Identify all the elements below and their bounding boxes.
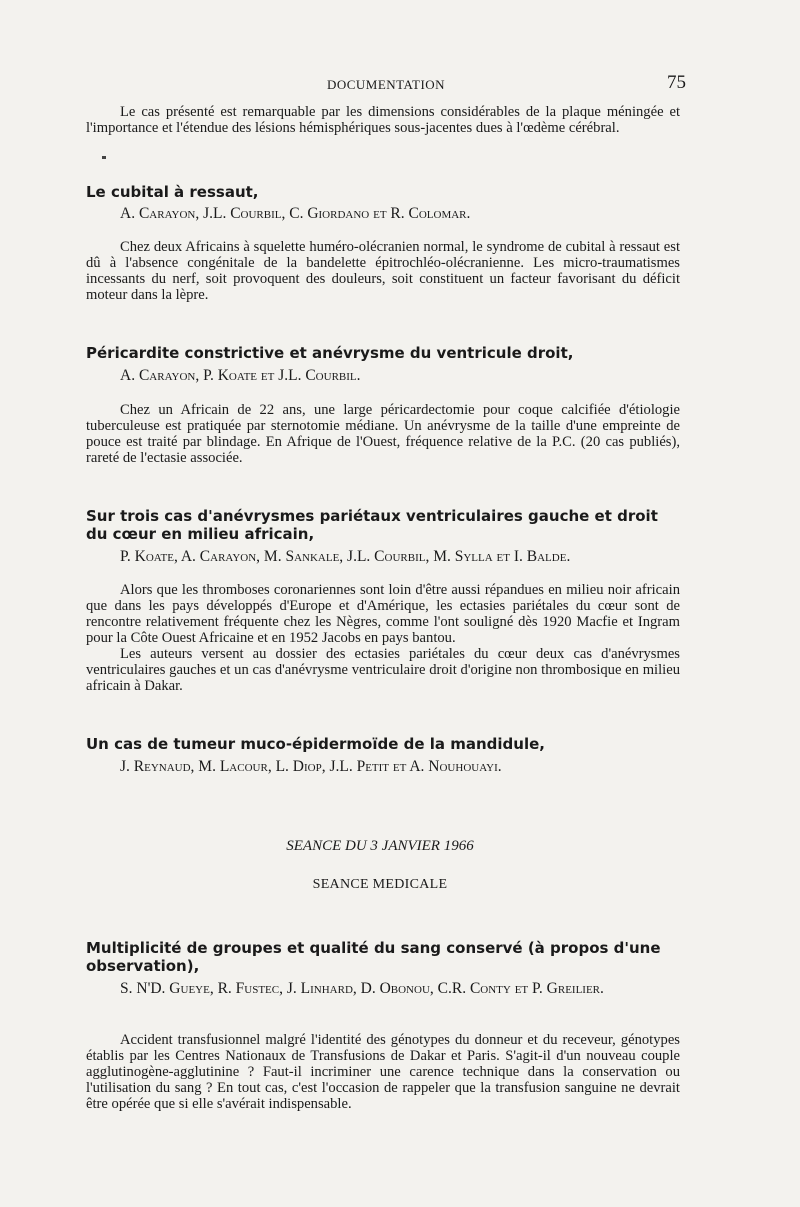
article-3-title: Sur trois cas d'anévrysmes pariétaux ventriculaires gauche et droit du cœur en milieu africain,: [86, 507, 658, 543]
intro-paragraph: Le cas présenté est remarquable par les dimensions considérables de la plaque méningée et l'importance et l'étendue des lésions hémisphériques sous-jacentes dues à l'œdème cérébral.: [86, 104, 680, 136]
section-title: DOCUMENTATION: [326, 77, 446, 92]
article-2-title: Péricardite constrictive et anévrysme du ventricule droit,: [86, 344, 574, 362]
running-header: [86, 74, 686, 94]
page-number: 75: [667, 72, 686, 93]
final-article-title: Multiplicité de groupes et qualité du sang conservé (à propos d'une observation),: [86, 939, 661, 975]
article-3-body-1: Alors que les thromboses coronariennes sont loin d'être aussi répandues en milieu noir africain que dans les pays développés d'Europe et d'Amérique, les ectasies pariétales du cœur sont de rencontre relativement fréquente chez les Nègres, comme l'ont souligné dès 1920 Macfie et Ingram pour la Côte Ouest Africaine et en 1952 Jacobs en pays bantou.: [86, 582, 680, 646]
final-article-body: Accident transfusionnel malgré l'identité des génotypes du donneur et du receveur, génotypes établis par les Centres Nationaux de Transfusions de Dakar et Paris. S'agit-il d'un nouveau couple agglutinogène-agglutinine ? Faut-il incriminer une carence technique dans la conservation ou l'utilisation du sang ? En tout cas, c'est l'occasion de rappeler que la transfusion sanguine ne devrait être opérée que si elle s'avérait indispensable.: [86, 1032, 680, 1112]
article-1-authors: A. Carayon, J.L. Courbil, C. Giordano et R. Colomar.: [120, 205, 471, 222]
article-3-authors: P. Koate, A. Carayon, M. Sankale, J.L. Courbil, M. Sylla et I. Balde.: [120, 548, 571, 565]
seance-type: SEANCE MEDICALE: [312, 877, 448, 892]
article-3-body-2: Les auteurs versent au dossier des ectasies pariétales du cœur deux cas d'anévrysmes ventriculaires gauches et un cas d'anévrysme ventriculaire droit d'origine non thrombosique en milieu africain à Dakar.: [86, 646, 680, 694]
final-article-authors: S. N'D. Gueye, R. Fustec, J. Linhard, D. Obonou, C.R. Conty et P. Greilier.: [120, 980, 604, 997]
article-4-authors: J. Reynaud, M. Lacour, L. Diop, J.L. Petit et A. Nouhouayi.: [120, 758, 502, 775]
article-2-body: Chez un Africain de 22 ans, une large péricardectomie pour coque calcifiée d'étiologie tuberculeuse est pratiquée par sternotomie médiane. Un anévrysme de la taille d'une empreinte de pouce est traité par blindage. En Afrique de l'Ouest, fréquence relative de la P.C. (20 cas publiés), rareté de l'ectasie associée.: [86, 402, 680, 466]
article-1-body: Chez deux Africains à squelette huméro-olécranien normal, le syndrome de cubital à ressaut est dû à l'absence congénitale de la bandelette épitrochléo-olécranienne. Les micro-traumatismes incessants du nerf, soit provoquent des douleurs, soit constituent un facteur favorisant du déficit moteur dans la lèpre.: [86, 239, 680, 303]
article-1-title: Le cubital à ressaut,: [86, 183, 259, 201]
seance-date: SEANCE DU 3 JANVIER 1966: [286, 838, 474, 854]
ink-mark: [102, 156, 106, 159]
article-2-authors: A. Carayon, P. Koate et J.L. Courbil.: [120, 367, 361, 384]
article-4-title: Un cas de tumeur muco-épidermoïde de la mandidule,: [86, 735, 545, 753]
